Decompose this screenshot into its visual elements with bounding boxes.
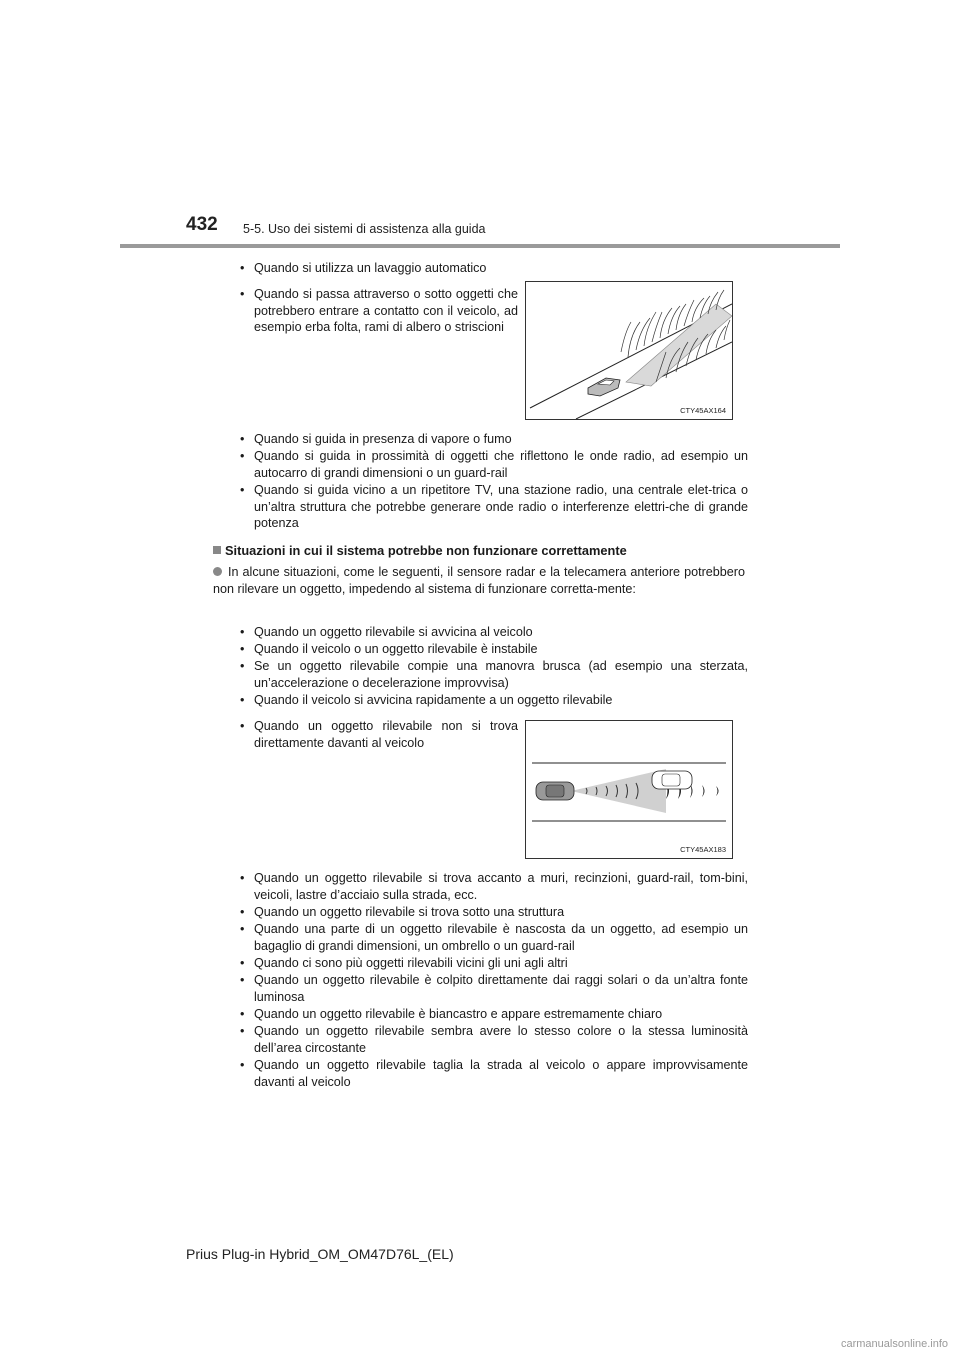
intro-paragraph-text: In alcune situazioni, come le seguenti, il sensore radar e la telecamera anteriore potrebbero non rilevare un oggetto, impedendo al sistema di funzionare corretta-mente:: [213, 565, 745, 596]
bullet-symbol: •: [240, 449, 245, 463]
list-item-text: Se un oggetto rilevabile compie una manovra brusca (ad esempio una sterzata, un’accelerazione o decelerazione improvvisa): [254, 659, 748, 690]
bullet-symbol: •: [240, 905, 245, 919]
figure-code: CTY45AX183: [680, 845, 726, 854]
list-item-text: Quando una parte di un oggetto rilevabile è nascosta da un oggetto, ad esempio un bagaglio di grandi dimensioni, un ombrello o un guard-rail: [254, 922, 748, 953]
square-bullet-icon: [213, 546, 221, 554]
bullet-symbol: •: [240, 956, 245, 970]
list-item-text: Quando si guida in prossimità di oggetti che riflettono le onde radio, ad esempio un autocarro di grandi dimensioni o un guard-rail: [254, 449, 748, 480]
vehicle-icon: [536, 782, 574, 800]
bullet-symbol: •: [240, 432, 245, 446]
bullet-symbol: •: [240, 1058, 245, 1072]
bullet-symbol: •: [240, 625, 245, 639]
list-item-text: Quando un oggetto rilevabile è colpito direttamente dai raggi solari o da un’altra fonte luminosa: [254, 973, 748, 1004]
footer-manual-id: Prius Plug-in Hybrid_OM_OM47D76L_(EL): [186, 1246, 454, 1262]
car-icon: [588, 378, 620, 396]
list-item-text: Quando il veicolo o un oggetto rilevabile è instabile: [254, 642, 538, 656]
list-item-text: Quando il veicolo si avvicina rapidamente a un oggetto rilevabile: [254, 693, 613, 707]
list-item-text: Quando si guida vicino a un ripetitore TV, una stazione radio, una centrale elet-trica o un’altra struttura che potrebbe generare onde radio o interferenze elettri-che di grande potenza: [254, 483, 748, 531]
bullet-symbol: •: [240, 922, 245, 936]
list-item-text: Quando un oggetto rilevabile taglia la strada al veicolo o appare improvvisamente davanti al veicolo: [254, 1058, 748, 1089]
bullet-symbol: •: [240, 719, 245, 733]
section-title: 5-5. Uso dei sistemi di assistenza alla guida: [243, 222, 486, 236]
bullet-symbol: •: [240, 261, 245, 275]
list-item-text: Quando si guida in presenza di vapore o fumo: [254, 432, 512, 446]
list-item-text: Quando si passa attraverso o sotto oggetti che potrebbero entrare a contatto con il veicolo, ad esempio erba folta, rami di albero o striscioni: [254, 287, 518, 335]
list-item-text: Quando un oggetto rilevabile non si trova direttamente davanti al veicolo: [254, 719, 518, 750]
list-item-text: Quando un oggetto rilevabile si avvicina al veicolo: [254, 625, 533, 639]
figure-grass-illustration: [525, 281, 733, 420]
figure-radar-illustration: [525, 720, 733, 859]
bullet-symbol: •: [240, 483, 245, 497]
bullet-symbol: •: [240, 871, 245, 885]
page-number: 432: [186, 214, 218, 235]
target-vehicle-icon: [652, 771, 692, 789]
watermark: carmanualsonline.info: [840, 1338, 948, 1350]
radar-lane-drawing: [526, 721, 732, 858]
list-item-text: Quando un oggetto rilevabile si trova accanto a muri, recinzioni, guard-rail, tom-bini, veicoli, lastre d’acciaio sulla strada, ecc.: [254, 871, 748, 902]
bullet-symbol: •: [240, 1024, 245, 1038]
list-item-text: Quando un oggetto rilevabile sembra avere lo stesso colore o la stessa luminosità dell’area circostante: [254, 1024, 748, 1055]
header-divider: [120, 244, 840, 248]
bullet-symbol: •: [240, 659, 245, 673]
intro-paragraph: [213, 564, 745, 598]
bullet-symbol: •: [240, 693, 245, 707]
list-item-text: Quando un oggetto rilevabile si trova sotto una struttura: [254, 905, 565, 919]
bullet-symbol: •: [240, 1007, 245, 1021]
bullet-symbol: •: [240, 287, 245, 301]
bullet-symbol: •: [240, 973, 245, 987]
subsection-heading-text: Situazioni in cui il sistema potrebbe non funzionare correttamente: [225, 543, 627, 558]
list-item-text: Quando si utilizza un lavaggio automatico: [254, 261, 487, 275]
figure-code: CTY45AX164: [680, 406, 726, 415]
list-item-text: Quando ci sono più oggetti rilevabili vicini gli uni agli altri: [254, 956, 568, 970]
circle-bullet-icon: [213, 567, 222, 576]
subsection-heading: [213, 543, 627, 558]
grass-road-drawing: [526, 282, 732, 419]
bullet-symbol: •: [240, 642, 245, 656]
list-item-text: Quando un oggetto rilevabile è biancastro e appare estremamente chiaro: [254, 1007, 663, 1021]
